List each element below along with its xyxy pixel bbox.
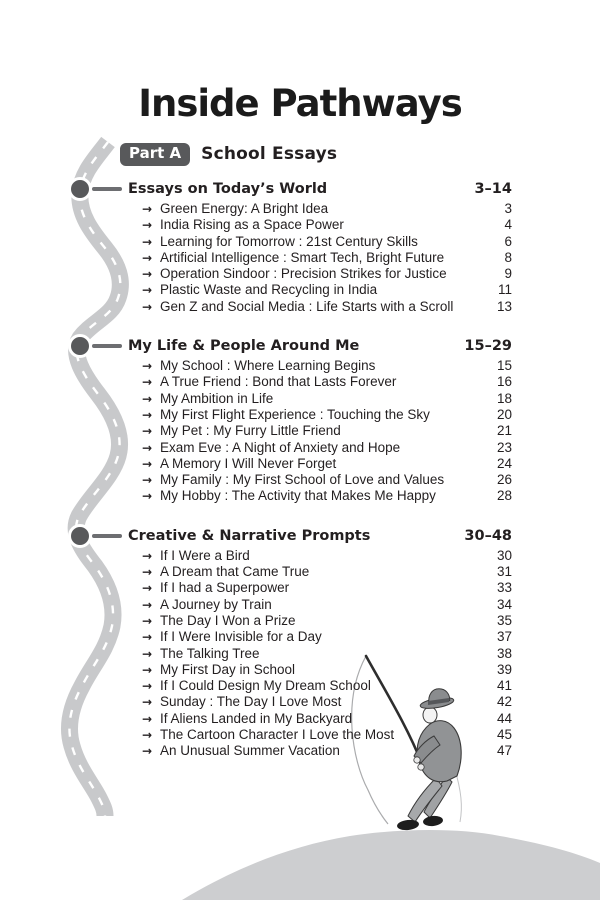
toc-item-title: If I Were Invisible for a Day bbox=[160, 629, 322, 645]
toc-item-title: My Hobby : The Activity that Makes Me Happy bbox=[160, 488, 436, 504]
toc-item bbox=[128, 678, 512, 694]
arrow-right-icon: → bbox=[142, 473, 153, 488]
toc-item-title: My Ambition in Life bbox=[160, 390, 274, 406]
toc-item bbox=[128, 662, 512, 678]
part-badge: Part A bbox=[120, 143, 190, 166]
toc-item-page: 39 bbox=[496, 661, 512, 677]
toc-item-title: If I Were a Bird bbox=[160, 547, 250, 563]
toc-item-page: 37 bbox=[496, 629, 512, 645]
arrow-right-icon: → bbox=[142, 728, 153, 743]
part-title: School Essays bbox=[201, 144, 338, 164]
arrow-right-icon: → bbox=[142, 234, 153, 249]
toc-item bbox=[128, 407, 512, 423]
toc-item-page: 30 bbox=[496, 547, 512, 563]
arrow-right-icon: → bbox=[142, 597, 153, 612]
toc-item-page: 24 bbox=[496, 455, 512, 471]
arrow-right-icon: → bbox=[142, 375, 153, 390]
toc-item bbox=[128, 548, 512, 564]
toc-item-page: 31 bbox=[496, 564, 512, 580]
arrow-right-icon: → bbox=[142, 646, 153, 661]
arrow-right-icon: → bbox=[142, 662, 153, 677]
toc-item bbox=[128, 711, 512, 727]
toc-item-title: My First Flight Experience : Touching the Sky bbox=[160, 406, 430, 422]
toc-item bbox=[128, 743, 512, 759]
toc-item-title: Green Energy: A Bright Idea bbox=[160, 201, 329, 216]
section-header bbox=[128, 527, 512, 545]
toc-item-title: A Journey by Train bbox=[160, 596, 272, 612]
toc-item-page: 47 bbox=[496, 743, 512, 759]
toc-item-page: 11 bbox=[497, 282, 512, 298]
toc-item bbox=[128, 358, 512, 374]
arrow-right-icon: → bbox=[142, 679, 153, 694]
toc-item-title: An Unusual Summer Vacation bbox=[160, 743, 340, 759]
arrow-right-icon: → bbox=[142, 744, 153, 759]
arrow-right-icon: → bbox=[142, 440, 153, 455]
toc-item-title: My Pet : My Furry Little Friend bbox=[160, 423, 341, 439]
toc-item-page: 21 bbox=[496, 423, 512, 439]
milestone-connector bbox=[92, 187, 122, 191]
hill-icon bbox=[182, 830, 600, 900]
arrow-right-icon: → bbox=[142, 711, 153, 726]
arrow-right-icon: → bbox=[142, 299, 153, 314]
toc-item-title: The Talking Tree bbox=[160, 645, 260, 661]
toc-item-page: 44 bbox=[496, 710, 512, 726]
toc-item bbox=[128, 564, 512, 580]
toc-item-page: 28 bbox=[496, 488, 512, 504]
toc-item bbox=[128, 694, 512, 710]
toc-item-page: 3 bbox=[504, 201, 512, 216]
toc-item-title: Plastic Waste and Recycling in India bbox=[160, 282, 378, 298]
toc-item-page: 26 bbox=[496, 472, 512, 488]
section-items bbox=[128, 201, 512, 315]
arrow-right-icon: → bbox=[142, 267, 153, 282]
section-title: Creative & Narrative Prompts bbox=[128, 527, 371, 544]
toc-item-title: A Memory I Will Never Forget bbox=[160, 455, 337, 471]
arrow-right-icon: → bbox=[142, 456, 153, 471]
toc-item-page: 4 bbox=[504, 217, 512, 233]
toc-item-title: Artificial Intelligence : Smart Tech, Bright Future bbox=[160, 249, 445, 265]
arrow-right-icon: → bbox=[142, 613, 153, 628]
toc-item-title: India Rising as a Space Power bbox=[160, 217, 344, 233]
toc-item bbox=[128, 374, 512, 390]
toc-item-title: If I had a Superpower bbox=[160, 580, 290, 596]
toc-item-title: If Aliens Landed in My Backyard bbox=[160, 710, 353, 726]
milestone-dot-icon bbox=[68, 334, 92, 358]
toc-item bbox=[128, 613, 512, 629]
toc-item-title: A True Friend : Bond that Lasts Forever bbox=[160, 374, 397, 390]
toc-item-page: 35 bbox=[496, 612, 512, 628]
section-header bbox=[128, 180, 512, 198]
toc-item-page: 6 bbox=[504, 233, 512, 249]
toc-item-page: 13 bbox=[496, 298, 512, 314]
toc-item bbox=[128, 423, 512, 439]
arrow-right-icon: → bbox=[142, 548, 153, 563]
toc-item-page: 41 bbox=[496, 678, 512, 694]
milestone-connector bbox=[92, 344, 122, 348]
milestone-dot-icon bbox=[68, 524, 92, 548]
toc-item bbox=[128, 250, 512, 266]
toc-item-page: 23 bbox=[496, 439, 512, 455]
arrow-right-icon: → bbox=[142, 218, 153, 233]
toc-item bbox=[128, 266, 512, 282]
toc-item-page: 15 bbox=[496, 358, 512, 374]
toc-item-page: 16 bbox=[496, 374, 512, 390]
toc-item bbox=[128, 282, 512, 298]
section-page-range: 15–29 bbox=[464, 338, 512, 355]
milestone-connector bbox=[92, 534, 122, 538]
toc-item bbox=[128, 646, 512, 662]
section-items bbox=[128, 548, 512, 760]
arrow-right-icon: → bbox=[142, 630, 153, 645]
arrow-right-icon: → bbox=[142, 424, 153, 439]
toc-item bbox=[128, 440, 512, 456]
toc-item-title: Sunday : The Day I Love Most bbox=[160, 694, 342, 710]
toc-item-title: Exam Eve : A Night of Anxiety and Hope bbox=[160, 439, 401, 455]
toc-item-page: 9 bbox=[504, 266, 512, 282]
arrow-right-icon: → bbox=[142, 565, 153, 580]
toc-item-page: 20 bbox=[496, 406, 512, 422]
toc-section bbox=[128, 180, 512, 315]
toc-item-title: A Dream that Came True bbox=[160, 564, 310, 580]
milestone-dot-icon bbox=[68, 177, 92, 201]
toc-item-title: If I Could Design My Dream School bbox=[160, 678, 371, 694]
arrow-right-icon: → bbox=[142, 359, 153, 374]
toc-item bbox=[128, 217, 512, 233]
toc-item-title: Gen Z and Social Media : Life Starts with a Scroll bbox=[160, 298, 454, 314]
section-page-range: 30–48 bbox=[464, 527, 512, 544]
section-page-range: 3–14 bbox=[474, 181, 512, 197]
toc-item-title: My School : Where Learning Begins bbox=[160, 358, 376, 374]
section-title: My Life & People Around Me bbox=[128, 338, 360, 355]
toc-item bbox=[128, 391, 512, 407]
toc-item-page: 33 bbox=[496, 580, 512, 596]
arrow-right-icon: → bbox=[142, 391, 153, 406]
toc-section bbox=[128, 337, 512, 505]
toc-item-page: 8 bbox=[504, 249, 512, 265]
arrow-right-icon: → bbox=[142, 489, 153, 504]
toc-item-title: My First Day in School bbox=[160, 661, 296, 677]
section-header bbox=[128, 337, 512, 355]
section-title: Essays on Today’s World bbox=[128, 181, 328, 197]
arrow-right-icon: → bbox=[142, 283, 153, 298]
toc-item bbox=[128, 727, 512, 743]
toc-item bbox=[128, 456, 512, 472]
toc-item bbox=[128, 201, 512, 217]
toc-item bbox=[128, 488, 512, 504]
toc-item-title: Learning for Tomorrow : 21st Century Skills bbox=[160, 233, 418, 249]
toc-item-title: My Family : My First School of Love and Values bbox=[160, 472, 445, 488]
toc-item-title: The Cartoon Character I Love the Most bbox=[160, 727, 395, 743]
arrow-right-icon: → bbox=[142, 695, 153, 710]
arrow-right-icon: → bbox=[142, 250, 153, 265]
toc-item-page: 42 bbox=[496, 694, 512, 710]
toc-item-title: The Day I Won a Prize bbox=[160, 612, 296, 628]
toc-item-page: 38 bbox=[496, 645, 512, 661]
arrow-right-icon: → bbox=[142, 581, 153, 596]
toc-item-title: Operation Sindoor : Precision Strikes for Justice bbox=[160, 266, 447, 282]
toc-item bbox=[128, 234, 512, 250]
toc-item bbox=[128, 472, 512, 488]
arrow-right-icon: → bbox=[142, 202, 153, 216]
toc-item bbox=[128, 597, 512, 613]
toc-item-page: 45 bbox=[496, 727, 512, 743]
fishing-line-icon bbox=[455, 770, 461, 822]
part-heading bbox=[120, 142, 600, 166]
toc-item-page: 18 bbox=[496, 390, 512, 406]
section-items bbox=[128, 358, 512, 505]
toc-section bbox=[128, 527, 512, 760]
toc-item bbox=[128, 299, 512, 315]
toc-item bbox=[128, 629, 512, 645]
toc-sections bbox=[128, 180, 512, 760]
page-title: Inside Pathways bbox=[138, 82, 462, 125]
toc-item-page: 34 bbox=[496, 596, 512, 612]
toc-item bbox=[128, 580, 512, 596]
arrow-right-icon: → bbox=[142, 407, 153, 422]
